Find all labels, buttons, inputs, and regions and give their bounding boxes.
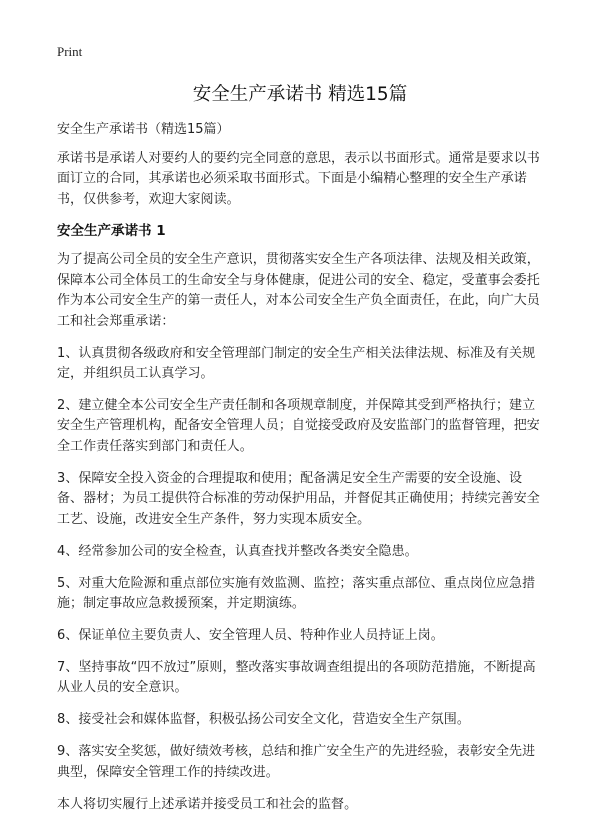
page-title: 安全生产承诺书 精选15篇 [192,84,408,105]
opening-paragraph: 为了提高公司全员的安全生产意识，贯彻落实安全生产各项法律、法规及相关政策，保障本公司全体员工的生命安全与身体健康，促进公司的安全、稳定，受董事会委托作为本公司安全生产的第一责任人，对本公司安全生产负全面责任，在此，向广大员工和社会郑重承诺： [57,252,540,329]
commitment-item-1: 1、认真贯彻各级政府和安全管理部门制定的安全生产相关法律法规、标准及有关规定，并组织员工认真学习。 [57,345,536,381]
commitment-item-6: 6、保证单位主要负责人、安全管理人员、特种作业人员持证上岗。 [57,627,444,643]
commitment-item-9: 9、落实安全奖惩，做好绩效考核，总结和推广安全生产的先进经验，表彰安全先进典型，保障安全管理工作的持续改进。 [57,744,536,780]
intro-paragraph: 承诺书是承诺人对要约人的要约完全同意的意思，表示以书面形式。通常是要求以书面订立的合同，其承诺也必须采取书面形式。下面是小编精心整理的安全生产承诺书，仅供参考，欢迎大家阅读。 [57,151,540,207]
closing-paragraph: 本人将切实履行上述承诺并接受员工和社会的监督。 [57,796,358,812]
commitment-item-2: 2、建立健全本公司安全生产责任制和各项规章制度，并保障其受到严格执行；建立安全生产管理机构，配备安全管理人员；自觉接受政府及安监部门的监督管理，把安全工作责任落实到部门和责任人。 [57,397,540,454]
commitment-item-3: 3、保障安全投入资金的合理提取和使用；配备满足安全生产需要的安全设施、设备、器材；为员工提供符合标准的劳动保护用品，并督促其正确使用；持续完善安全工艺、设施，改进安全生产条件，努力实现本质安全。 [57,470,540,527]
commitment-item-7: 7、坚持事故“四不放过”原则，整改落实事故调查组提出的各项防范措施，不断提高从业人员的安全意识。 [57,659,536,696]
commitment-item-8: 8、接受社会和媒体监督，积极弘扬公司安全文化，营造安全生产氛围。 [57,712,470,728]
print-link[interactable]: Print [57,44,83,59]
document-body [57,121,547,827]
document-subtitle: 安全生产承诺书（精选15篇） [57,122,230,137]
commitment-item-5: 5、对重大危险源和重点部位实施有效监测、监控；落实重点部位、重点岗位应急措施；制定事故应急救援预案，并定期演练。 [57,575,536,611]
commitment-item-4: 4、经常参加公司的安全检查，认真查找并整改各类安全隐患。 [57,543,418,559]
section-heading: 安全生产承诺书 1 [57,222,166,239]
